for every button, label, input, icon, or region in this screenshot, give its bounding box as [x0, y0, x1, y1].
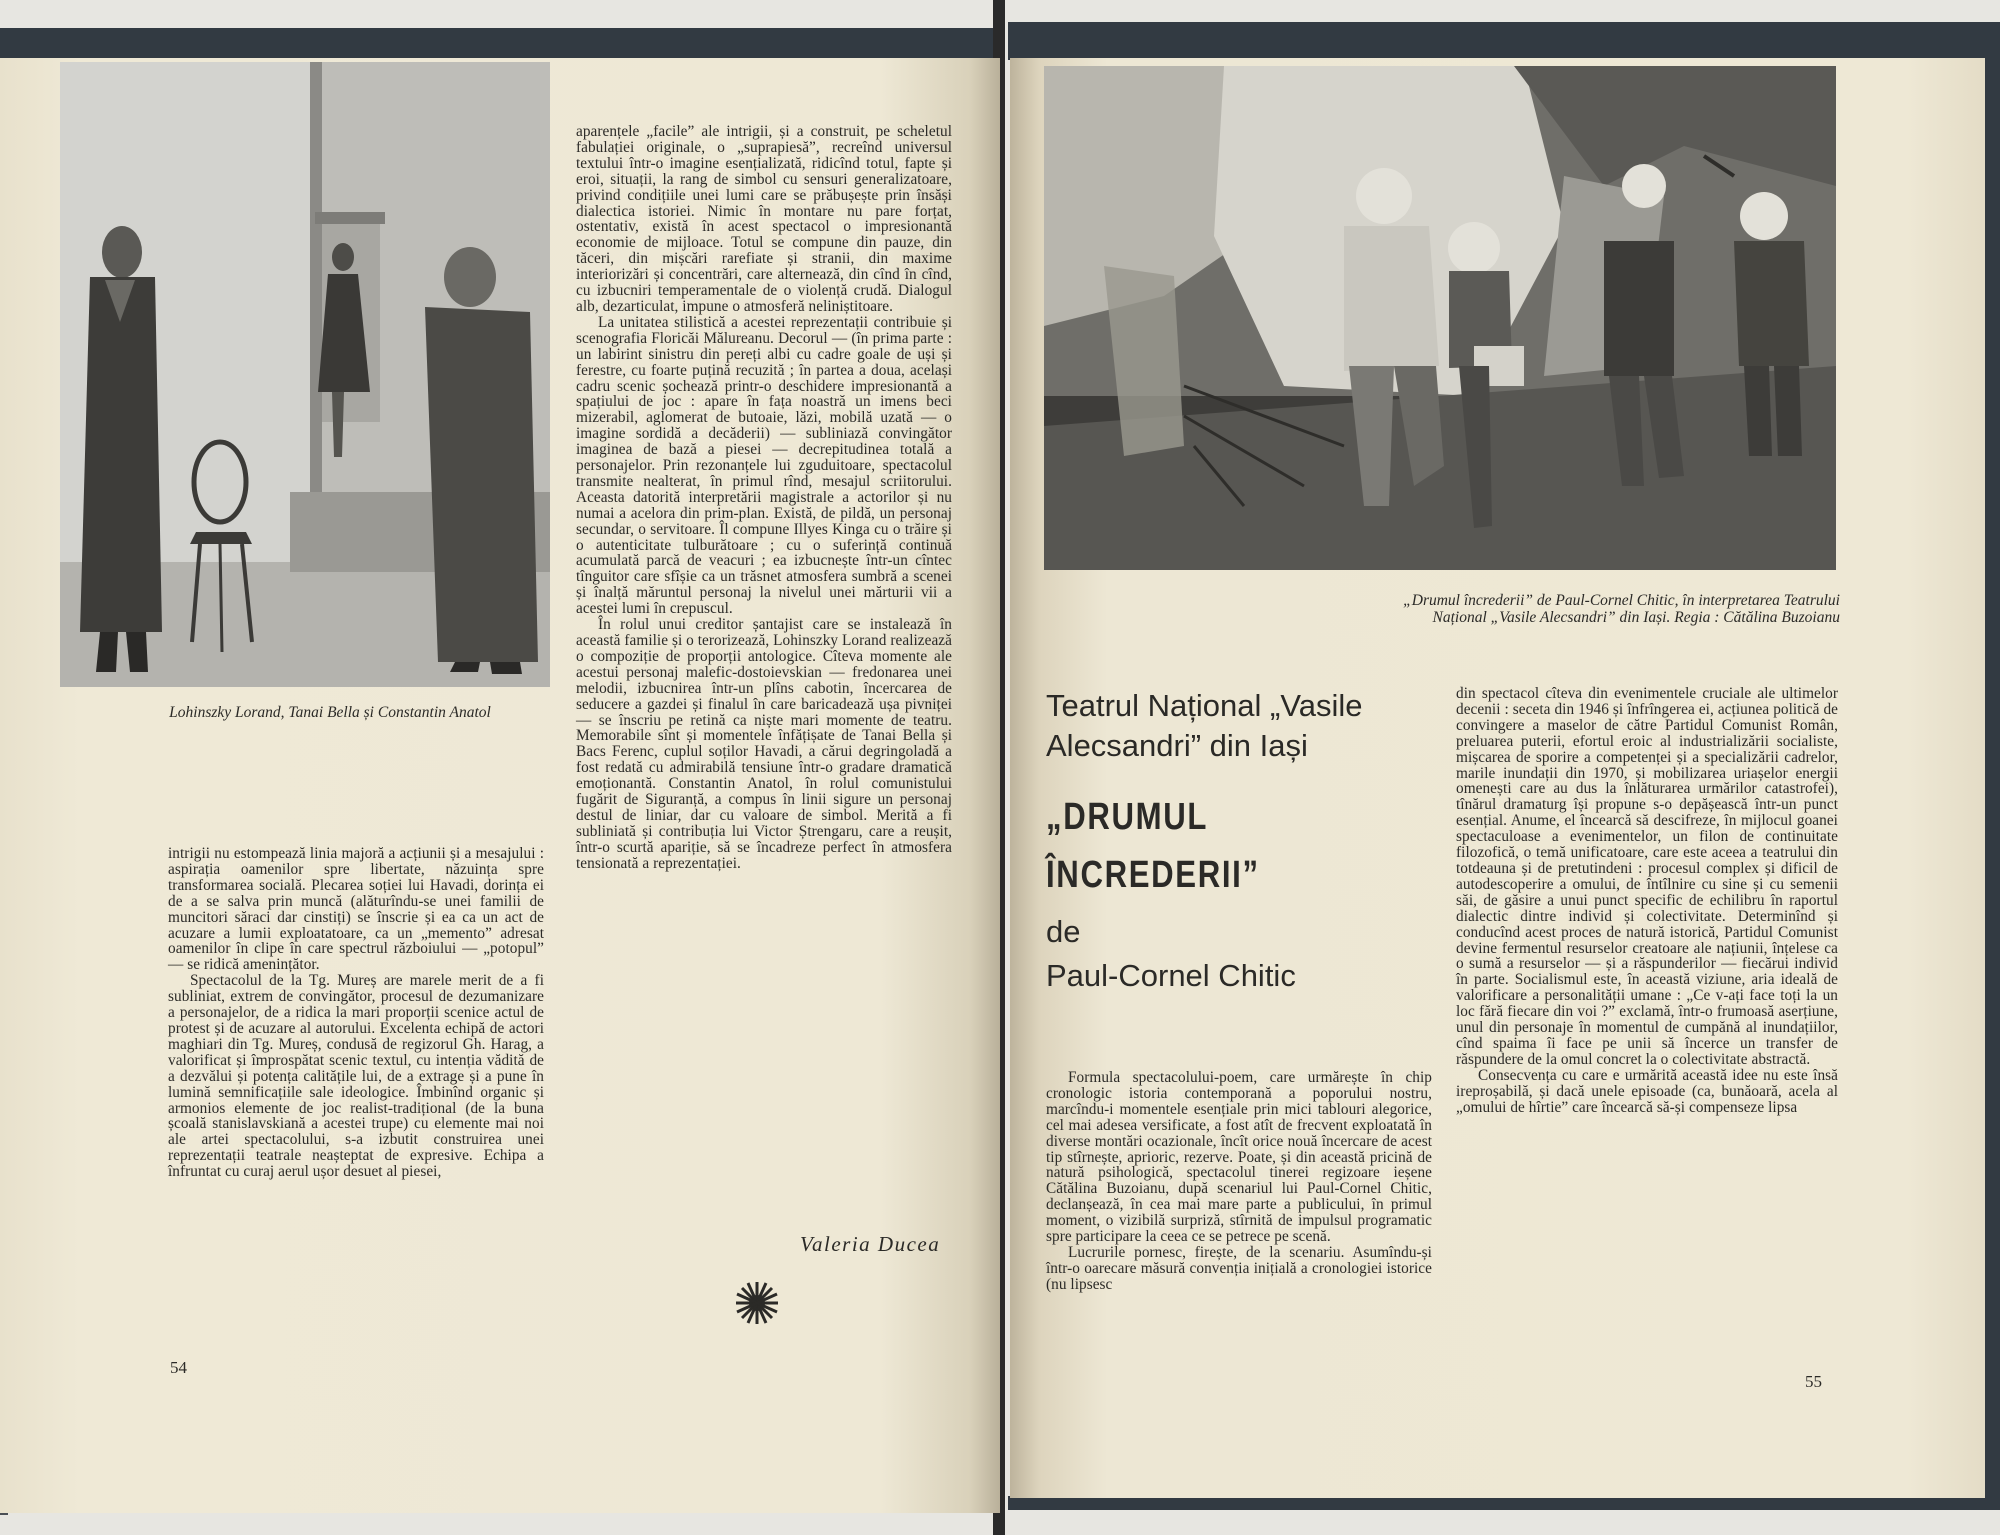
book-cover-edge-top-left: [0, 28, 1000, 60]
paragraph: La unitatea stilistică a acestei reprezentații contribuie și scenografia Floricăi Mălureanu. Decorul — (în prima parte : un labirint sinistru din pereți albi cu cadre goale de uși și ferestre, cu foarte puțină recuzită ; în partea a doua, același cadru scenic șochează printr-o deschidere impresionantă a spațiului de joc : apare în fața noastră un imens beci mizerabil, aglomerat de butoaie, lăzi, mobilă uzată — o imagine sordidă a decăderii) — subliniază convingător imaginea de bază a piesei — decrepitudinea totală a personajelor. Prin rezonanțele lui zguduitoare, spectacolul transmite nealterat, în primul rînd, mesajul scriitorului. Aceasta datorită interpretării magistrale a actorilor și nu numai a acelora din prim-plan. Există, de pildă, un personaj secundar, o servitoare. Îl compune Illyes Kinga cu o trăire și o autenticitate tulburătoare ; cu o suferință continuă acumulată parcă de veacuri ; ea izbucnește într-un cîntec tînguitor care sfîșie ca un trăsnet atmosfera sumbră a scenei și înalță măruntul personaj la nivelul unei mărturii vii a acestei lumi în crepuscul.: [576, 313, 952, 618]
title-line: „DRUMUL: [1046, 796, 1209, 838]
page-number-right: 55: [1805, 1372, 1822, 1391]
paragraph: Formula spectacolului-poem, care urmărește în chip cronologic istoria contemporană a poporului nostru, marcîndu-i momentele esențiale prin mici tablouri alegorice, cel mai adesea versificate, a fost atît de frecvent exploatată în diverse montări ocazionale, încît orice nouă încercare de acest tip stîrnește, aprioric, rezerve. Poate, și din această pricină de natură psihologică, spectacolul tinerei regizoare ieșene Cătălina Buzoianu, după scenariul lui Paul-Cornel Chitic, declanșează, în cea mai mare parte a publicului, în primul moment, o vizibilă surpriză, stîrnită de impulsul programatic spre participare la ceea ce se petrece pe scenă.: [1046, 1069, 1432, 1246]
play-title: [1046, 788, 1341, 904]
theatre-heading: [1046, 686, 1406, 766]
paragraph: Lucrurile pornesc, firește, de la scenariu. Asumîndu-și într-o oarecare măsură convenția inițială a cronologiei istorice (nu lipsesc: [1046, 1243, 1432, 1293]
heading-line: Teatrul Național „Vasile: [1046, 688, 1363, 723]
article-column-right-2: [1456, 686, 1838, 1115]
heading-line: Alecsandri” din Iași: [1046, 728, 1308, 763]
article-column-left-1: [168, 846, 544, 1180]
paragraph: din spectacol cîteva din evenimentele cruciale ale ultimelor decenii : seceta din 1946 și înfrîngerea ei, acțiunea politică de convingere a maselor de către Partidul Comunist Român, preluarea puterii, efortul eroic al industrializării socialiste, mișcarea de sporire a competenței și a specializării cadrelor, marile inundații din 1970, și mobilizarea uriașelor energii omenești care au dus la înlăturarea urmărilor catastrofei), tînărul dramaturg își propune s-o depășească într-un punct esențial. Anume, el încearcă să descifreze, în mijlocul goanei spectaculoase a evenimentelor, un filon de continuitate filozofică, o temă unificatoare, care este aceea a teatrului din totdeauna și de pretutindeni : procesul complex și dificil de autodescoperire a omului, de întîlnire cu sine și cu semenii săi, de găsire a unui punct specific de echilibru în raportul dialectic dintre individ și colectivitate. Determinînd și conducînd acest proces de natură istorică, Partidul Comunist devine fermentul resurselor creatoare ale națiunii, înțelese ca o sumă a resurselor — și a răspunderilor — fiecărui individ în parte. Socialismul este, în această viziune, aria ideală de valorificare a personalității umane : „Ce v-ați face toți la un loc fără fiecare din voi ?” exclamă, într-o frumoasă aserțiune, unul din personaje în momentul de cumpănă al inundațiilor, cînd spaima îi face pe unii să încerce un transfer de răspundere de la omul concret la o colectivitate abstractă.: [1456, 685, 1838, 1068]
stage-photo-left: [60, 62, 550, 687]
paragraph: aparențele „facile” ale intrigii, și a construit, pe scheletul fabulației originale, o „suprapiesă”, recreînd universul textului într-o imagine esențializată, ridicînd totul, fapte și eroi, situații, la rang de simbol cu sensuri generalizatoare, privind condițiile unei lumi care se prăbușește prin însăși dialectica istoriei. Nimic în montare nu pare forțat, ostentativ, există în acest spectacol o impresionantă economie de mijloace. Totul se compune din pauze, din tăceri, din mișcări rarefiate și stranii, din maxime interiorizări și concentrări, care alternează, din cînd în cînd, cu izbucniri temperamentale de o violență crudă. Dialogul alb, dezarticulat, impune o atmosferă neliniștitoare.: [576, 123, 952, 315]
article-column-left-2: [576, 124, 952, 872]
article-column-right-1: [1046, 1070, 1432, 1293]
left-page: [0, 58, 1000, 1513]
right-page: [1010, 58, 1985, 1498]
book-cover-edge-bottom: [1008, 1496, 2000, 1510]
paragraph: Spectacolul de la Tg. Mureș are marele merit de a fi subliniat, extrem de convingător, procesul de dezumanizare a personajelor, de a ridica la mari proporții scenice actul de protest și de acuzare al autorului. Excelenta echipă de actori maghiari din Tg. Mureș, condusă de regizorul Gh. Harag, a valorificat și împrospătat scenic textul, cu intenția vădită de a dezvălui și potența calitățile lui, de a extrage și a pune în lumină semnificațiile sale ideologice. Îmbinînd organic și armonios elemente de joc realist-tradițional (de la buna școală stanislavskiană a acestei trupe) cu elemente mai noi ale artei spectacolului, s-a izbutit construirea unei reprezentații teatrale neașteptat de expresive. Echipa a înfruntat cu curaj aerul ușor desuet al piesei,: [168, 972, 544, 1181]
paragraph: Consecvența cu care e urmărită această idee nu este însă ireproșabilă, și dacă unele episoade (ca, bunăoară, acela al „omului de hîrtie” care încearcă să-și compenseze lipsa: [1456, 1066, 1838, 1116]
photo-caption-right: „Drumul încrederii” de Paul-Cornel Chitic, în interpretarea Teatrului Național „Vasile Alecsandri” din Iași. Regia : Cătălina Buzoianu: [1403, 592, 1840, 626]
page-number-left: 54: [170, 1358, 187, 1377]
author-signature: Valeria Ducea: [800, 1232, 941, 1256]
title-line: ÎNCREDERII”: [1046, 854, 1260, 896]
book-cover-edge-top-right: [1008, 22, 1988, 60]
photo-caption-left: Lohinszky Lorand, Tanai Bella și Constantin Anatol: [169, 704, 491, 721]
playwright-name: Paul-Cornel Chitic: [1046, 958, 1296, 993]
paragraph: În rolul unui creditor șantajist care se instalează în această familie și o terorizează, Lohinszky Lorand realizează o compoziție de proporții antologice. Cîteva momente ale acestui personaj malefic-dostoievskian — fredonarea unei melodii, izbucnirea într-un plîns cabotin, încercarea de seducere a gazdei și finalul în care baricadează ușa pivniței — se înscriu pe retină ca niște mari momente de teatru. Memorabile sînt și momentele înfățișate de Tanai Bella și Bacs Ferenc, cuplul soților Havadi, a cărui degringoladă a fost redată cu admirabilă tensiune într-o gradare dramatică emoționantă. Constantin Anatol, în rolul comunistului fugărit de Siguranță, a compus în linii sigure un personaj destul de liniar, dar cu valoare de simbol. Merită a fi subliniată și contribuția lui Victor Ștrengaru, care a reușit, într-o scurtă apariție, să se încadreze perfect în atmosfera tensionată a reprezentației.: [576, 616, 952, 872]
stage-photo-right: [1044, 66, 1836, 570]
paragraph: intrigii nu estompează linia majoră a acțiunii și a mesajului : aspirația oamenilor spre libertate, năzuința spre transformarea socială. Plecarea soției lui Havadi, dorința ei de a se salva prin muncă (alăturîndu-se unei familii de muncitori săraci dar cinstiți) se înscrie și ea ca un act de acuzare a lumii exploatatoare, ca un „memento” adresat oamenilor în clipe în care spectrul războiului — „potopul” — se ridică amenințător.: [168, 845, 544, 974]
sunburst-ornament-icon: [734, 1280, 780, 1326]
by-word: de: [1046, 914, 1081, 949]
